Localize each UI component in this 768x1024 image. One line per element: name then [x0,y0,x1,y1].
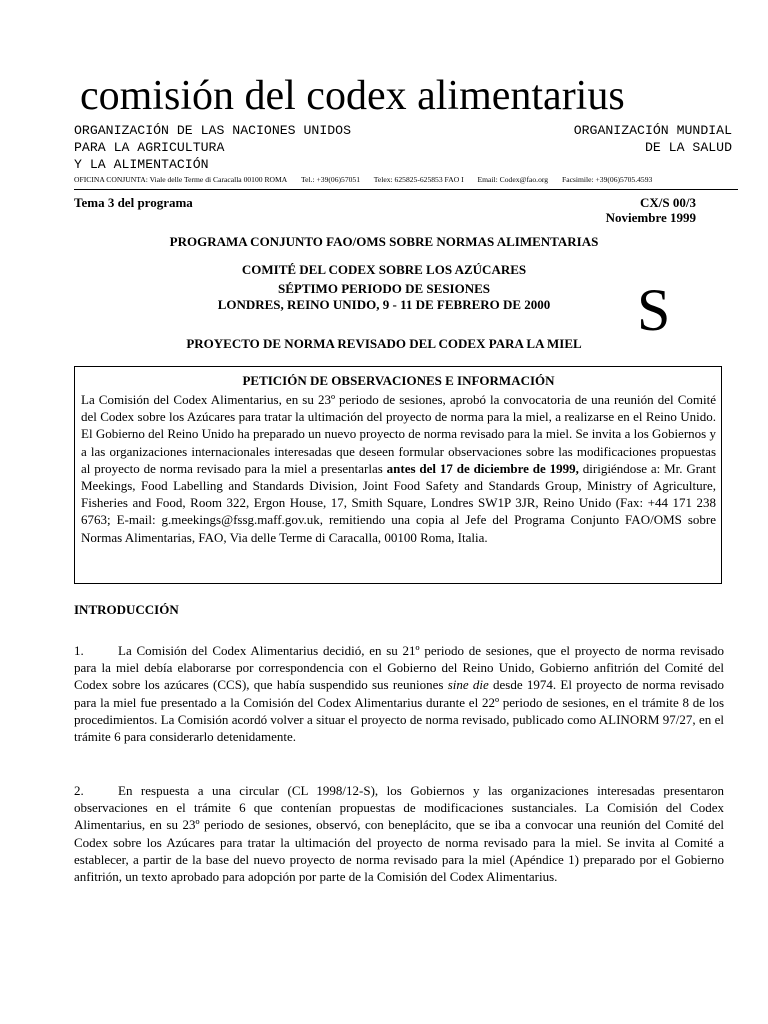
deadline: antes del 17 de diciembre de 1999, [386,460,579,476]
office-address: OFICINA CONJUNTA: Viale delle Terme di Caracalla 00100 ROMA [74,175,288,184]
programme-heading: PROGRAMA CONJUNTO FAO/OMS SOBRE NORMAS ALIMENTARIAS [169,234,599,249]
section-heading: INTRODUCCIÓN [74,602,179,617]
session-heading: SÉPTIMO PERIODO DE SESIONES [277,281,491,296]
request-text-part: La Comisión del Codex Alimentarius, en su 23º periodo de sesiones, aprobó la convocatoria de una reunión del Comité del Codex sobre los Azúcares para tratar la ultimación del proyecto de norma para la miel, a realizarse en el Reino Unido. El Gobierno del Reino Unido ha preparado un nuevo proyecto de norma revisado para la miel. Se invita a los Gobiernos y a las organizaciones internacionales interesadas que deseen formular observaciones sobre las modificaciones propuestas al proyecto de norma revisado para la miel a presentarlas [81,392,716,476]
org-who [574,122,732,156]
request-box [74,366,722,584]
org-fao-line: ORGANIZACIÓN DE LAS NACIONES UNIDOS [74,123,351,138]
agenda-item: Tema 3 del programa [74,195,193,210]
document-reference [606,195,696,225]
org-fao-line: Y LA ALIMENTACIÓN [74,157,209,172]
emphasis: sine die [447,677,489,693]
header-divider [74,189,738,190]
contact-line [74,175,736,185]
org-fao-line: PARA LA AGRICULTURA [74,140,225,155]
request-box-title: PETICIÓN DE OBSERVACIONES E INFORMACIÓN [242,373,555,388]
paragraph-2 [74,782,724,885]
paragraph-text: desde 1974. El proyecto de norma revisado para la miel fue presentado a la Comisión del Codex Alimentarius durante el 22º periodo de sesiones, en el trámite 8 de los procedimientos. La Comisión acordó volver a situar el proyecto de norma revisado, publicado como ALINORM 97/27, en el trámite 6 para considerarlo detenidamente. [74,677,725,745]
facsimile: Facsimile: +39(06)5705.4593 [561,175,653,184]
telex: Telex: 625825-625853 FAO I [373,175,464,184]
org-who-line: DE LA SALUD [644,140,732,155]
org-fao [74,122,351,173]
request-text-part: dirigiéndose a: Mr. Grant Meekings, Food Labelling and Standards Division, Joint Food Safety and Standards Group, Ministry of Agriculture, Fisheries and Food, Room 322, Ergon House, 17, Smith Square, Londres SW1P 3JR, Reino Unido (Fax: +44 171 238 6763; E-mail: g.meekings@fssg.maff.gov.uk, remitiendo una copia al Jefe del Programa Conjunto FAO/OMS sobre Normas Alimentarias, FAO, Via delle Terme di Caracalla, 00100 Roma, Italia. [81,460,716,545]
paragraph-number: 1. [74,643,84,658]
request-box-text [81,391,716,546]
document-title: comisión del codex alimentarius [80,73,625,119]
org-who-line: ORGANIZACIÓN MUNDIAL [573,123,732,138]
email: Email: Codex@fao.org [477,175,549,184]
paragraph-text: En respuesta a una circular (CL 1998/12-S), los Gobiernos y las organizaciones interesadas presentaron observaciones en el trámite 6 que contenían propuestas de modificaciones sustanciales. La Comisión del Codex Alimentarius, en su 23º periodo de sesiones, observó, con beneplácito, que se iba a convocar una reunión del Comité del Codex sobre los Azúcares para tratar la ultimación del proyecto de norma revisado para la miel. Se invita al Comité a establecer, a partir de la base del nuevo proyecto de norma revisado para la miel (Apéndice 1) preparado por el Gobierno anfitrión, un texto aprobado para adopción por parte de la Comisión del Codex Alimentarius. [74,783,724,885]
document-subject: PROYECTO DE NORMA REVISADO DEL CODEX PARA LA MIEL [186,336,582,351]
committee-heading: COMITÉ DEL CODEX SOBRE LOS AZÚCARES [241,262,527,277]
paragraph-text: La Comisión del Codex Alimentarius decidió, en su 21º periodo de sesiones, que el proyecto de norma revisado para la miel debía elaborarse por correspondencia con el Gobierno del Reino Unido, Gobierno anfitrión del Comité del Codex sobre los azúcares (CCS), que había suspendido sus reuniones [74,643,724,693]
document-date: Noviembre 1999 [605,210,696,225]
venue-heading: LONDRES, REINO UNIDO, 9 - 11 DE FEBRERO DE 2000 [217,297,551,312]
reference-code: CX/S 00/3 [640,195,696,210]
language-code: S [637,277,671,343]
paragraph-1 [74,642,724,745]
telephone: Tel.: +39(06)57051 [301,175,361,184]
paragraph-number: 2. [74,783,84,798]
